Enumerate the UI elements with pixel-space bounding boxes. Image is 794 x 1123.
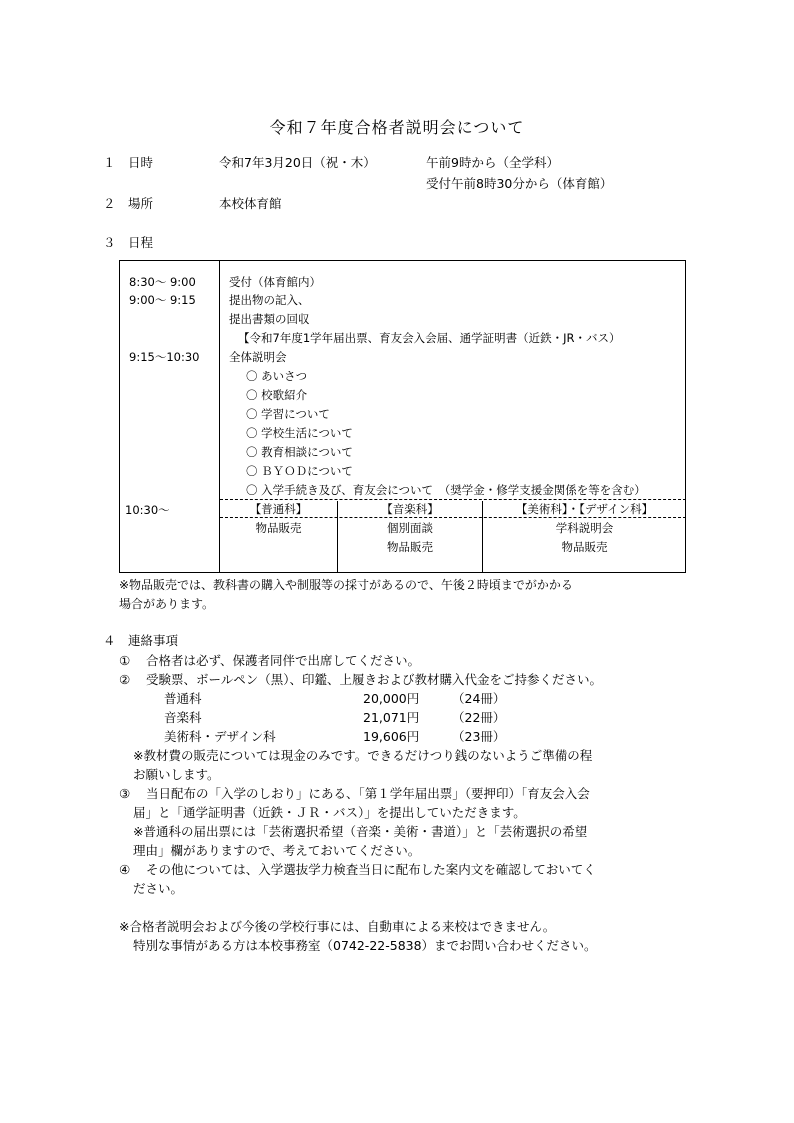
section4-label: 連絡事項	[128, 633, 179, 648]
price-course: 普通科	[164, 691, 202, 706]
schedule-item: 〇 校歌紹介	[246, 388, 308, 402]
schedule-item: 〇 学習について	[246, 407, 330, 421]
price-amount: 19,606円	[363, 729, 420, 744]
price-count: （23冊）	[452, 729, 506, 744]
schedule-item: 〇 教育相談について	[246, 445, 353, 459]
sales-note: 場合があります。	[119, 597, 215, 611]
price-amount: 20,000円	[363, 691, 420, 706]
schedule-time: 10:30～	[125, 503, 170, 517]
sales-note: ※物品販売では、教科書の購入や制服等の採寸があるので、午後２時頃までがかかる	[119, 578, 573, 592]
schedule-item: 【令和7年度1学年届出票、育友会入会届、通学証明書（近鉄・JR・バス）	[238, 331, 621, 345]
price-course: 美術科・デザイン科	[164, 729, 276, 744]
column-header-art-design: 【美術科】・【デザイン科】	[515, 502, 654, 516]
section1-number: １	[103, 155, 116, 170]
column-line: 物品販売	[561, 540, 608, 554]
schedule-table	[119, 260, 686, 573]
column-header-general: 【普通科】	[249, 502, 308, 516]
price-count: （22冊）	[452, 710, 506, 725]
contact-item: その他については、入学選抜学力検査当日に配布した案内文を確認しておいてく	[146, 862, 596, 877]
cash-note: お願いします。	[133, 767, 220, 782]
section2-label: 場所	[128, 196, 154, 211]
price-count: （24冊）	[452, 691, 506, 706]
reception-time: 受付午前8時30分から（体育館）	[426, 176, 613, 191]
event-time: 午前9時から（全学科）	[426, 155, 559, 170]
footer-note: 特別な事情がある方は本校事務室（0742-22-5838）までお問い合わせください。	[133, 938, 597, 953]
schedule-item: 全体説明会	[229, 350, 287, 364]
schedule-time: 9:15～10:30	[129, 350, 200, 364]
schedule-item: 〇 入学手続き及び、育友会について （奨学金・修学支援金関係を等を含む）	[246, 483, 646, 497]
column-line: 物品販売	[255, 521, 302, 535]
event-date: 令和7年3月20日（祝・木）	[219, 155, 376, 170]
schedule-item: 受付（体育館内）	[229, 275, 321, 289]
contact-item: 受験票、ボールペン（黒）、印鑑、上履きおよび教材購入代金をご持参ください。	[146, 672, 603, 687]
contact-item: 届」と「通学証明書（近鉄・ＪＲ・バス）」を提出していただきます。	[133, 805, 526, 820]
page-title: 令和７年度合格者説明会について	[269, 118, 525, 137]
item-mark: ②	[119, 672, 131, 687]
schedule-time: 8:30～ 9:00	[129, 275, 196, 289]
form-note: ※普通科の届出票には「芸術選択希望（音楽・美術・書道）」と「芸術選択の希望	[133, 824, 588, 839]
column-line: 学科説明会	[555, 521, 614, 535]
contact-item: 合格者は必ず、保護者同伴で出席してください。	[146, 653, 421, 668]
schedule-item: 提出物の記入、	[229, 293, 310, 307]
contact-item: ださい。	[133, 881, 184, 896]
schedule-time: 9:00～ 9:15	[129, 293, 196, 307]
section2-number: ２	[103, 196, 116, 211]
event-place: 本校体育館	[219, 196, 282, 211]
price-course: 音楽科	[164, 710, 202, 725]
schedule-item: 提出書類の回収	[229, 312, 310, 326]
section3-number: ３	[103, 235, 116, 250]
cash-note: ※教材費の販売については現金のみです。できるだけつり銭のないようご準備の程	[133, 748, 593, 763]
item-mark: ④	[119, 862, 131, 877]
section3-label: 日程	[128, 235, 154, 250]
form-note: 理由」欄がありますので、考えておいてください。	[133, 843, 421, 858]
item-mark: ①	[119, 653, 131, 668]
price-amount: 21,071円	[363, 710, 420, 725]
column-header-music: 【音楽科】	[381, 502, 439, 516]
schedule-item: 〇 学校生活について	[246, 426, 353, 440]
item-mark: ③	[119, 786, 131, 801]
column-line: 個別面談	[387, 521, 433, 535]
section4-number: ４	[103, 633, 116, 648]
column-line: 物品販売	[387, 540, 433, 554]
schedule-item: 〇 ＢＹＯＤについて	[246, 464, 353, 478]
section1-label: 日時	[128, 155, 154, 170]
schedule-item: 〇 あいさつ	[246, 369, 308, 383]
footer-note: ※合格者説明会および今後の学校行事には、自動車による来校はできません。	[119, 919, 556, 934]
contact-item: 当日配布の「入学のしおり」にある、「第１学年届出票」（要押印）「育友会入会	[146, 786, 590, 801]
